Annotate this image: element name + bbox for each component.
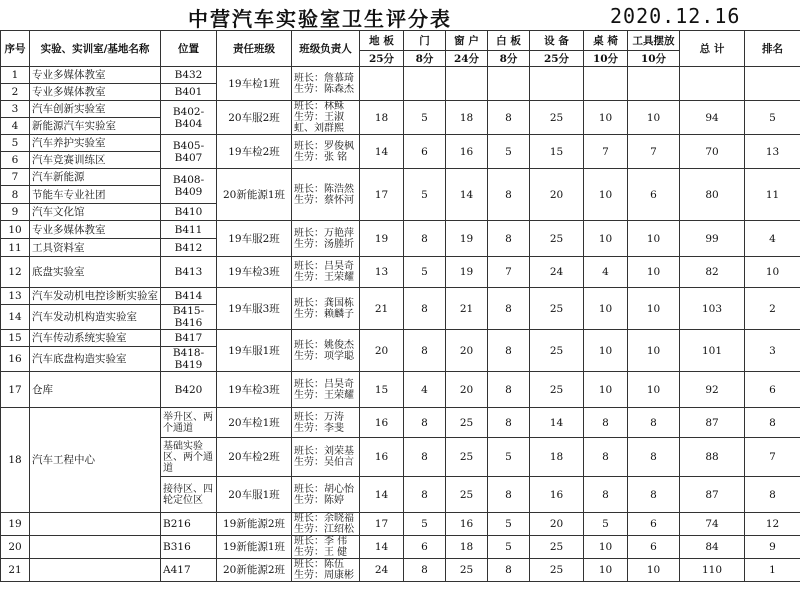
- score-tools: 10: [628, 372, 680, 408]
- score-desk: 5: [584, 513, 628, 536]
- row-index: 1: [1, 67, 30, 84]
- header-equipment: 设 备: [530, 31, 584, 51]
- class-leader: 班长：余晓福 生劳：江绍松: [292, 513, 360, 536]
- score-floor: 14: [360, 135, 404, 169]
- row-index: 8: [1, 186, 30, 204]
- responsible-class: 19车检3班: [217, 372, 292, 408]
- score-tools: 6: [628, 513, 680, 536]
- class-leader: 班长：吕昊奇 生劳：王荣耀: [292, 257, 360, 288]
- score-equipment: 25: [530, 372, 584, 408]
- score-board: 5: [488, 513, 530, 536]
- room-location: B414: [161, 288, 217, 305]
- row-index: 19: [1, 513, 30, 536]
- score-rank: 13: [745, 135, 800, 169]
- score-equipment: 25: [530, 330, 584, 372]
- row-index: 18: [1, 408, 30, 513]
- score-door: [404, 67, 446, 101]
- score-total: 84: [680, 536, 745, 559]
- score-total: 87: [680, 477, 745, 513]
- score-desk: 10: [584, 221, 628, 257]
- room-location: 接待区、四轮定位区: [161, 477, 217, 513]
- score-equipment: 16: [530, 477, 584, 513]
- room-name: 汽车工程中心: [30, 408, 161, 513]
- responsible-class: 19车服3班: [217, 288, 292, 330]
- score-rank: 8: [745, 408, 800, 438]
- score-board: 5: [488, 438, 530, 477]
- room-name: [30, 559, 161, 582]
- class-leader: 班长：罗俊枫 生劳：张 铭: [292, 135, 360, 169]
- score-equipment: 20: [530, 169, 584, 221]
- score-total: 103: [680, 288, 745, 330]
- header-room: 实验、实训室/基地名称: [30, 31, 161, 67]
- row-index: 13: [1, 288, 30, 305]
- room-name: 汽车创新实验室: [30, 101, 161, 118]
- room-location: B410: [161, 204, 217, 221]
- row-index: 6: [1, 152, 30, 169]
- score-floor: 17: [360, 169, 404, 221]
- room-name: 仓库: [30, 372, 161, 408]
- row-index: 10: [1, 221, 30, 239]
- responsible-class: 20新能源2班: [217, 559, 292, 582]
- header-row: [1, 31, 800, 51]
- class-leader: 班长：詹慕琦 生劳：陈森杰: [292, 67, 360, 101]
- max-tools: 10分: [628, 51, 680, 67]
- room-location: B216: [161, 513, 217, 536]
- class-leader: 班长：胡心怡 生劳：陈婷: [292, 477, 360, 513]
- max-desk: 10分: [584, 51, 628, 67]
- score-board: 8: [488, 221, 530, 257]
- responsible-class: 19车服1班: [217, 330, 292, 372]
- score-equipment: 24: [530, 257, 584, 288]
- score-tools: 10: [628, 101, 680, 135]
- responsible-class: 20新能源1班: [217, 169, 292, 221]
- score-tools: 10: [628, 330, 680, 372]
- header-desk: 桌 椅: [584, 31, 628, 51]
- score-board: 8: [488, 288, 530, 330]
- score-desk: 10: [584, 101, 628, 135]
- row-index: 4: [1, 118, 30, 135]
- score-floor: 14: [360, 536, 404, 559]
- room-name: 汽车文化馆: [30, 204, 161, 221]
- responsible-class: 19车检3班: [217, 257, 292, 288]
- score-door: 8: [404, 330, 446, 372]
- score-floor: 15: [360, 372, 404, 408]
- score-desk: 10: [584, 559, 628, 582]
- score-total: 80: [680, 169, 745, 221]
- score-window: 18: [446, 101, 488, 135]
- score-floor: 19: [360, 221, 404, 257]
- score-window: 20: [446, 330, 488, 372]
- score-floor: 20: [360, 330, 404, 372]
- score-window: 25: [446, 559, 488, 582]
- score-floor: 18: [360, 101, 404, 135]
- header-leader: 班级负责人: [292, 31, 360, 67]
- score-floor: 14: [360, 477, 404, 513]
- room-location: 举升区、两个通道: [161, 408, 217, 438]
- score-tools: 6: [628, 169, 680, 221]
- score-door: 5: [404, 169, 446, 221]
- row-index: 15: [1, 330, 30, 347]
- score-desk: 8: [584, 438, 628, 477]
- score-desk: 7: [584, 135, 628, 169]
- row-index: 3: [1, 101, 30, 118]
- score-desk: 10: [584, 169, 628, 221]
- responsible-class: 20车服1班: [217, 477, 292, 513]
- score-tools: 10: [628, 288, 680, 330]
- header-location: 位置: [161, 31, 217, 67]
- room-location: B417: [161, 330, 217, 347]
- table-row: [1, 513, 800, 536]
- score-equipment: 18: [530, 438, 584, 477]
- room-name: 新能源汽车实验室: [30, 118, 161, 135]
- score-floor: 16: [360, 408, 404, 438]
- score-door: 8: [404, 408, 446, 438]
- score-equipment: 25: [530, 536, 584, 559]
- room-name: 节能车专业社团: [30, 186, 161, 204]
- header-class: 责任班级: [217, 31, 292, 67]
- room-location: B413: [161, 257, 217, 288]
- score-desk: 8: [584, 477, 628, 513]
- score-desk: 10: [584, 536, 628, 559]
- score-desk: 10: [584, 372, 628, 408]
- score-total: 70: [680, 135, 745, 169]
- row-index: 5: [1, 135, 30, 152]
- header-floor: 地 板: [360, 31, 404, 51]
- score-window: 25: [446, 408, 488, 438]
- score-window: 21: [446, 288, 488, 330]
- room-location: B412: [161, 239, 217, 257]
- room-location: B316: [161, 536, 217, 559]
- class-leader: 班长：吕昊奇 生劳：王荣耀: [292, 372, 360, 408]
- table-row: [1, 288, 800, 305]
- score-board: [488, 67, 530, 101]
- score-tools: 6: [628, 536, 680, 559]
- table-row: [1, 101, 800, 118]
- row-index: 21: [1, 559, 30, 582]
- row-index: 20: [1, 536, 30, 559]
- room-location: 基础实验区、两个通道: [161, 438, 217, 477]
- score-rank: 8: [745, 477, 800, 513]
- score-total: 92: [680, 372, 745, 408]
- header-index: 序号: [1, 31, 30, 67]
- score-total: 94: [680, 101, 745, 135]
- score-door: 8: [404, 477, 446, 513]
- score-board: 8: [488, 477, 530, 513]
- score-door: 5: [404, 513, 446, 536]
- responsible-class: 19新能源1班: [217, 536, 292, 559]
- score-door: 8: [404, 438, 446, 477]
- score-board: 8: [488, 101, 530, 135]
- score-floor: 17: [360, 513, 404, 536]
- header-door: 门: [404, 31, 446, 51]
- room-name: 底盘实验室: [30, 257, 161, 288]
- score-equipment: 25: [530, 288, 584, 330]
- room-name: 工具资料室: [30, 239, 161, 257]
- score-desk: 8: [584, 408, 628, 438]
- row-index: 7: [1, 169, 30, 186]
- score-window: 16: [446, 135, 488, 169]
- score-tools: 7: [628, 135, 680, 169]
- score-door: 8: [404, 221, 446, 257]
- score-window: 16: [446, 513, 488, 536]
- table-row: [1, 408, 800, 438]
- row-index: 16: [1, 347, 30, 372]
- class-leader: 班长：林稣 生劳：王淑虹、刘群熙: [292, 101, 360, 135]
- score-rank: 10: [745, 257, 800, 288]
- score-floor: 21: [360, 288, 404, 330]
- room-name: [30, 513, 161, 536]
- table-row: [1, 330, 800, 347]
- score-table: [0, 30, 800, 582]
- room-name: 汽车养护实验室: [30, 135, 161, 152]
- table-row: [1, 67, 800, 84]
- score-tools: [628, 67, 680, 101]
- score-door: 8: [404, 559, 446, 582]
- score-tools: 10: [628, 559, 680, 582]
- score-window: 14: [446, 169, 488, 221]
- max-floor: 25分: [360, 51, 404, 67]
- score-total: 110: [680, 559, 745, 582]
- score-board: 8: [488, 330, 530, 372]
- score-tools: 8: [628, 477, 680, 513]
- score-total: 82: [680, 257, 745, 288]
- room-location: B401: [161, 84, 217, 101]
- max-equipment: 25分: [530, 51, 584, 67]
- score-window: 25: [446, 477, 488, 513]
- score-door: 8: [404, 288, 446, 330]
- score-board: 7: [488, 257, 530, 288]
- class-leader: 班长：刘荣基 生劳：吴伯言: [292, 438, 360, 477]
- room-name: 汽车新能源: [30, 169, 161, 186]
- sheet-title: 中营汽车实验室卫生评分表: [188, 7, 452, 31]
- score-floor: 16: [360, 438, 404, 477]
- score-window: 20: [446, 372, 488, 408]
- score-equipment: 14: [530, 408, 584, 438]
- score-total: [680, 67, 745, 101]
- class-leader: 班长：陈伍 生劳：周康彬: [292, 559, 360, 582]
- max-door: 8分: [404, 51, 446, 67]
- score-equipment: 15: [530, 135, 584, 169]
- score-tools: 8: [628, 438, 680, 477]
- score-floor: 13: [360, 257, 404, 288]
- score-rank: 12: [745, 513, 800, 536]
- room-name: 汽车底盘构造实验室: [30, 347, 161, 372]
- score-window: 18: [446, 536, 488, 559]
- room-name: 汽车发动机构造实验室: [30, 305, 161, 330]
- class-leader: 班长：姚俊杰 生劳：项学聪: [292, 330, 360, 372]
- header-tools: 工具摆放: [628, 31, 680, 51]
- table-row: [1, 536, 800, 559]
- room-name: 汽车竞赛训练区: [30, 152, 161, 169]
- score-rank: 1: [745, 559, 800, 582]
- row-index: 12: [1, 257, 30, 288]
- score-window: [446, 67, 488, 101]
- room-location: B405-B407: [161, 135, 217, 169]
- table-body: [1, 67, 800, 582]
- score-rank: 6: [745, 372, 800, 408]
- header-board: 白 板: [488, 31, 530, 51]
- score-total: 101: [680, 330, 745, 372]
- score-total: 99: [680, 221, 745, 257]
- score-desk: 10: [584, 330, 628, 372]
- score-rank: 3: [745, 330, 800, 372]
- responsible-class: 20车服2班: [217, 101, 292, 135]
- score-equipment: 25: [530, 559, 584, 582]
- score-door: 6: [404, 536, 446, 559]
- score-board: 5: [488, 536, 530, 559]
- score-rank: 4: [745, 221, 800, 257]
- score-total: 74: [680, 513, 745, 536]
- score-rank: 11: [745, 169, 800, 221]
- room-name: [30, 536, 161, 559]
- score-board: 8: [488, 559, 530, 582]
- row-index: 14: [1, 305, 30, 330]
- score-equipment: 25: [530, 101, 584, 135]
- score-floor: [360, 67, 404, 101]
- table-row: [1, 559, 800, 582]
- score-door: 5: [404, 257, 446, 288]
- score-desk: 10: [584, 288, 628, 330]
- room-location: B420: [161, 372, 217, 408]
- class-leader: 班长：龚国栋 生劳：赖麟子: [292, 288, 360, 330]
- score-tools: 10: [628, 221, 680, 257]
- responsible-class: 20车检1班: [217, 408, 292, 438]
- score-rank: 9: [745, 536, 800, 559]
- score-door: 6: [404, 135, 446, 169]
- class-leader: 班长：李 伟 生劳：王 健: [292, 536, 360, 559]
- table-row: [1, 257, 800, 288]
- score-rank: [745, 67, 800, 101]
- class-leader: 班长：万涛 生劳：李斐: [292, 408, 360, 438]
- score-board: 8: [488, 372, 530, 408]
- class-leader: 班长：陈浩然 生劳：蔡怀河: [292, 169, 360, 221]
- score-door: 4: [404, 372, 446, 408]
- table-row: [1, 135, 800, 152]
- score-tools: 8: [628, 408, 680, 438]
- score-total: 87: [680, 408, 745, 438]
- score-desk: [584, 67, 628, 101]
- room-name: 专业多媒体教室: [30, 67, 161, 84]
- table-row: [1, 169, 800, 186]
- score-rank: 7: [745, 438, 800, 477]
- row-index: 17: [1, 372, 30, 408]
- responsible-class: 19车检2班: [217, 135, 292, 169]
- score-window: 19: [446, 257, 488, 288]
- class-leader: 班长：万艳萍 生劳：汤塍圻: [292, 221, 360, 257]
- score-window: 19: [446, 221, 488, 257]
- row-index: 9: [1, 204, 30, 221]
- room-location: B402-B404: [161, 101, 217, 135]
- score-door: 5: [404, 101, 446, 135]
- row-index: 11: [1, 239, 30, 257]
- score-floor: 24: [360, 559, 404, 582]
- score-desk: 4: [584, 257, 628, 288]
- room-location: B408-B409: [161, 169, 217, 204]
- max-window: 24分: [446, 51, 488, 67]
- row-index: 2: [1, 84, 30, 101]
- room-location: B432: [161, 67, 217, 84]
- header-window: 窗 户: [446, 31, 488, 51]
- responsible-class: 19车检1班: [217, 67, 292, 101]
- responsible-class: 20车检2班: [217, 438, 292, 477]
- score-equipment: [530, 67, 584, 101]
- room-name: 汽车传动系统实验室: [30, 330, 161, 347]
- room-location: B418-B419: [161, 347, 217, 372]
- header-total: 总 计: [680, 31, 745, 67]
- room-location: A417: [161, 559, 217, 582]
- score-board: 8: [488, 408, 530, 438]
- room-name: 专业多媒体教室: [30, 84, 161, 101]
- table-row: [1, 372, 800, 408]
- score-board: 8: [488, 169, 530, 221]
- responsible-class: 19车服2班: [217, 221, 292, 257]
- responsible-class: 19新能源2班: [217, 513, 292, 536]
- header-rank: 排名: [745, 31, 800, 67]
- score-window: 25: [446, 438, 488, 477]
- max-board: 8分: [488, 51, 530, 67]
- score-tools: 10: [628, 257, 680, 288]
- score-equipment: 25: [530, 221, 584, 257]
- score-rank: 2: [745, 288, 800, 330]
- score-total: 88: [680, 438, 745, 477]
- room-location: B415-B416: [161, 305, 217, 330]
- sheet-header: [0, 0, 800, 30]
- room-location: B411: [161, 221, 217, 239]
- score-rank: 5: [745, 101, 800, 135]
- score-equipment: 20: [530, 513, 584, 536]
- table-row: [1, 221, 800, 239]
- sheet-date: 2020.12.16: [610, 4, 741, 28]
- score-board: 5: [488, 135, 530, 169]
- room-name: 汽车发动机电控诊断实验室: [30, 288, 161, 305]
- room-name: 专业多媒体教室: [30, 221, 161, 239]
